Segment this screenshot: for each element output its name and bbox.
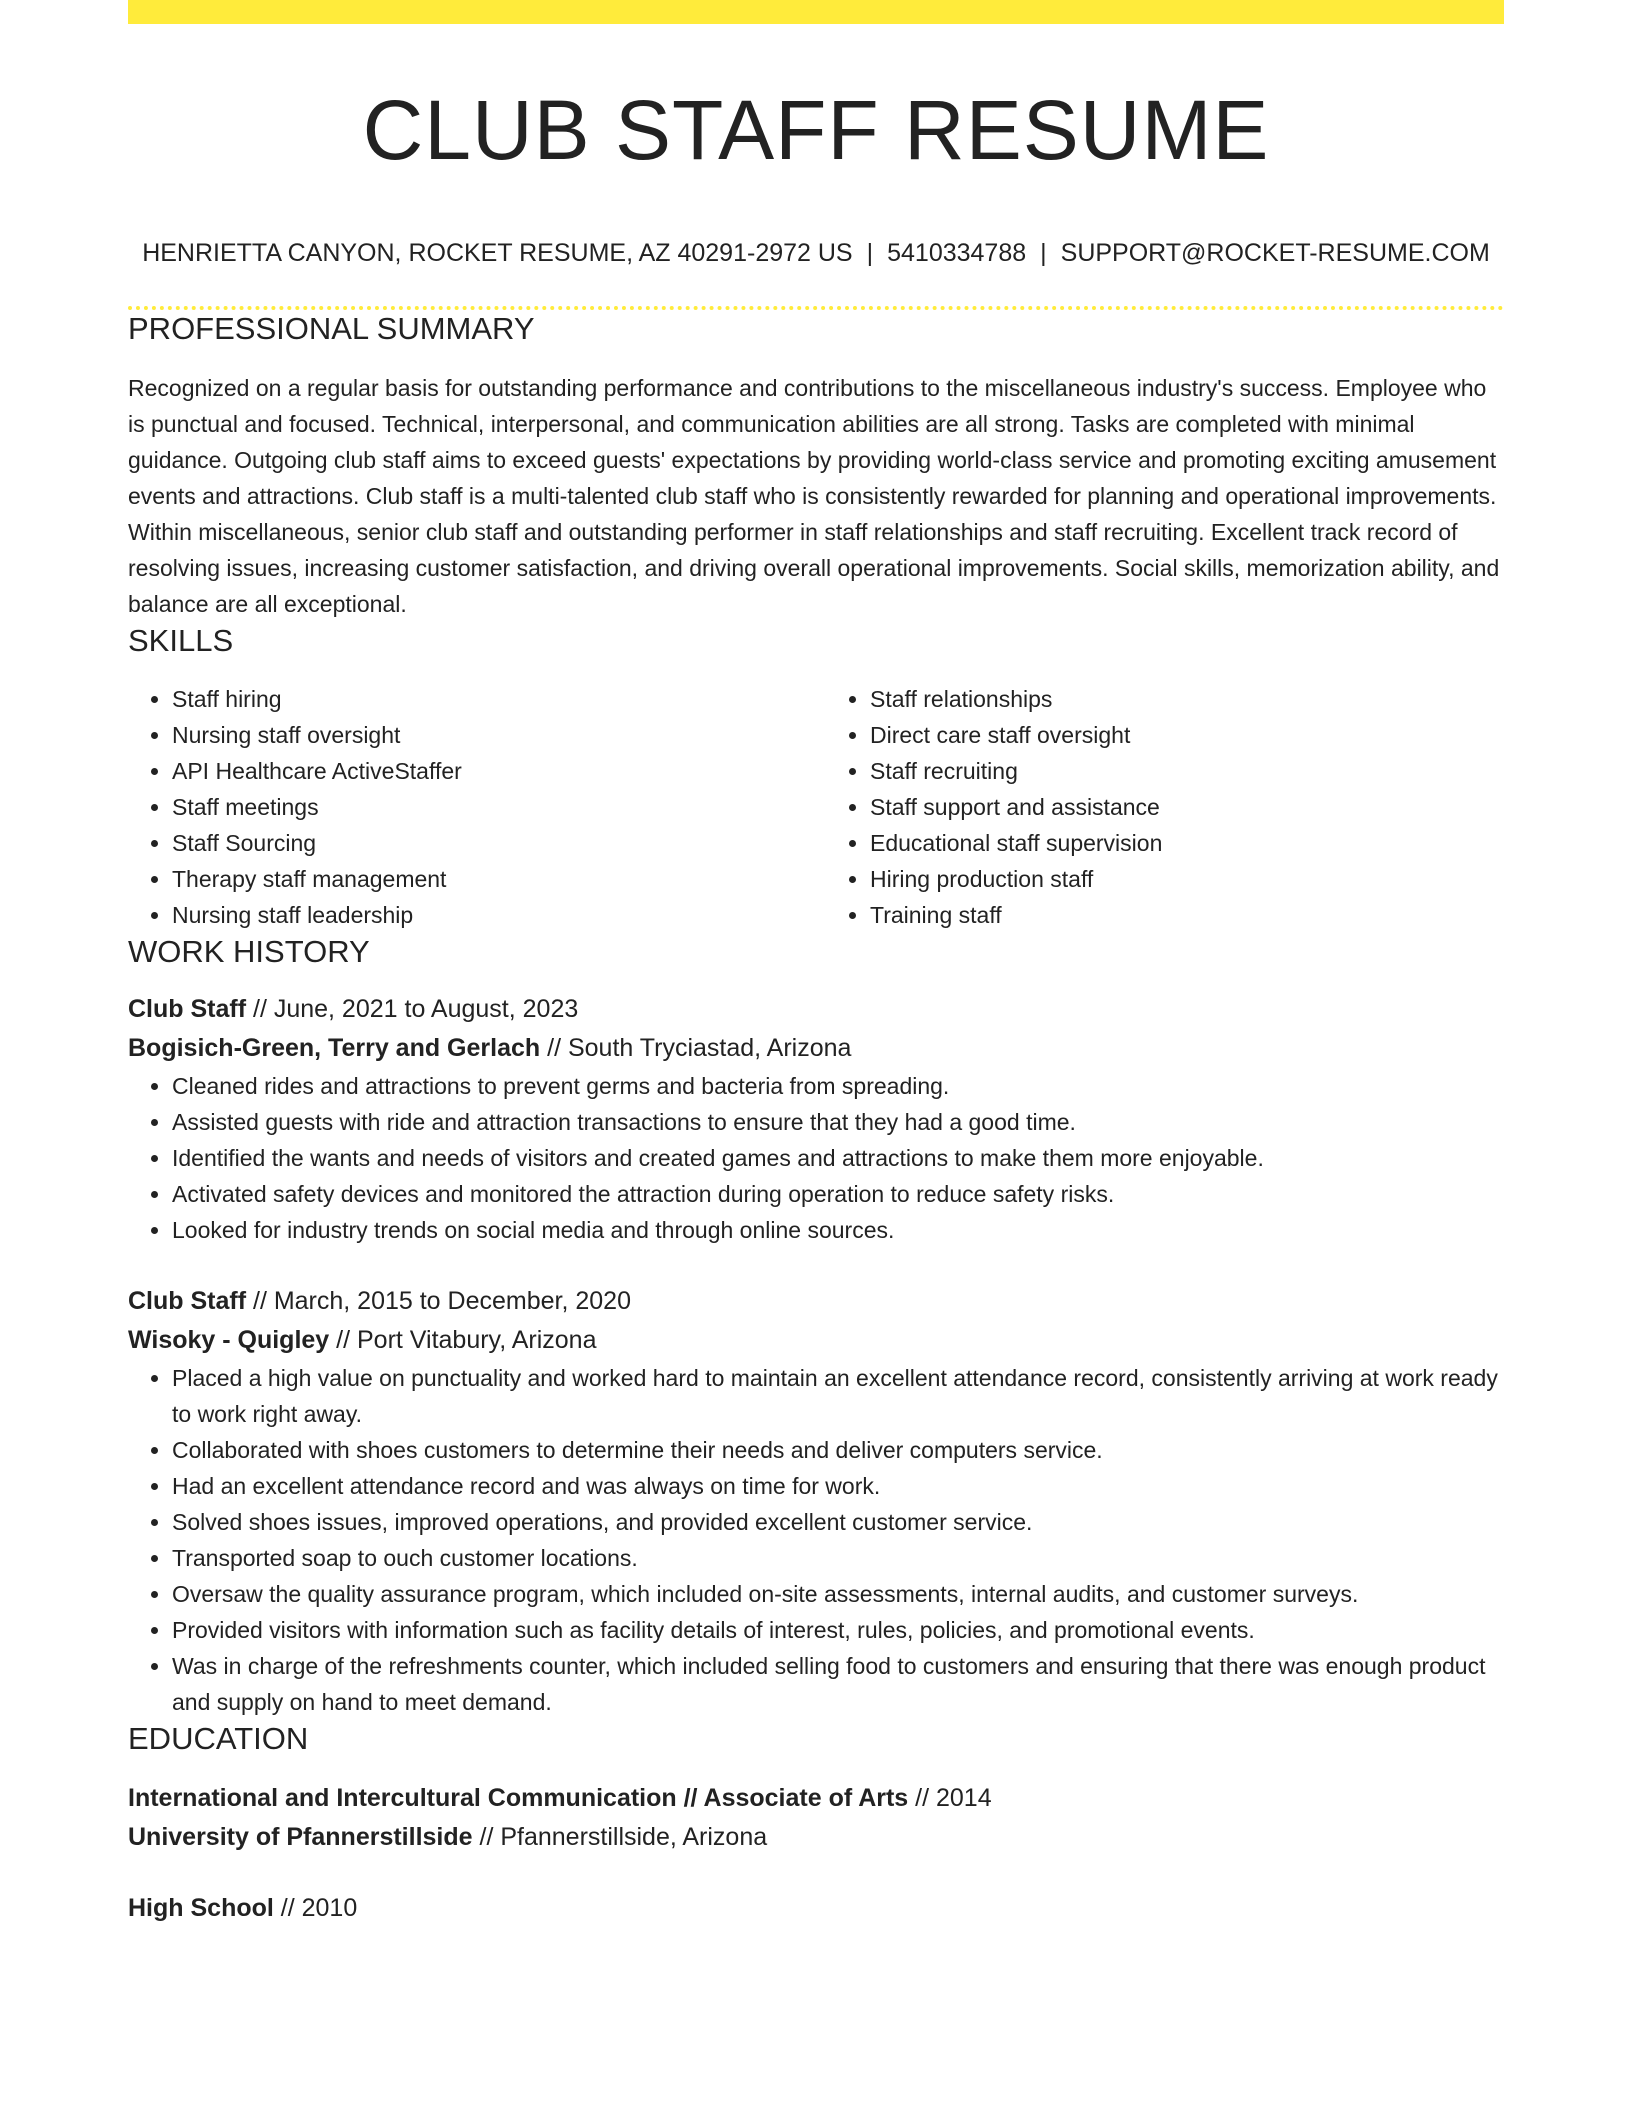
skill-item: • Staff meetings	[172, 789, 806, 825]
skill-item: • Nursing staff oversight	[172, 717, 806, 753]
skill-item: • Staff support and assistance	[870, 789, 1504, 825]
skill-item: • Staff Sourcing	[172, 825, 806, 861]
skill-item: • Educational staff supervision	[870, 825, 1504, 861]
education-degree-line	[128, 1779, 1504, 1818]
job-duty-item: • Had an excellent attendance record and was always on time for work.	[172, 1468, 1504, 1504]
job-duty-item: • Cleaned rides and attractions to prevent germs and bacteria from spreading.	[172, 1068, 1504, 1104]
skill-item: • Training staff	[870, 897, 1504, 933]
top-accent-bar	[128, 0, 1504, 24]
job-company-line	[128, 1029, 1504, 1068]
job-duties	[128, 1068, 1504, 1248]
job-title-line	[128, 1282, 1504, 1321]
skills-column-left	[128, 681, 806, 933]
work-history-heading: WORK HISTORY	[128, 933, 370, 969]
job-dates: // June, 2021 to August, 2023	[246, 994, 579, 1023]
contact-line	[128, 238, 1504, 268]
skills-list	[128, 681, 1504, 933]
summary-heading: PROFESSIONAL SUMMARY	[128, 311, 535, 347]
job-duty-item: • Oversaw the quality assurance program, which included on-site assessments, internal audits, and customer surveys.	[172, 1576, 1504, 1612]
education-degree-line	[128, 1889, 1504, 1928]
resume-page	[128, 0, 1504, 1928]
skill-item: • Hiring production staff	[870, 861, 1504, 897]
contact-phone: 5410334788	[887, 239, 1027, 268]
job-title: Club Staff	[128, 1286, 247, 1315]
job-company-line	[128, 1321, 1504, 1360]
job-duty-item: • Transported soap to ouch customer locations.	[172, 1540, 1504, 1576]
job-title-line	[128, 990, 1504, 1029]
job-company: Bogisich-Green, Terry and Gerlach	[128, 1033, 541, 1062]
skill-item: • Direct care staff oversight	[870, 717, 1504, 753]
skill-item: • Staff recruiting	[870, 753, 1504, 789]
job-duty-item: • Solved shoes issues, improved operations, and provided excellent customer service.	[172, 1504, 1504, 1540]
skill-item: • API Healthcare ActiveStaffer	[172, 753, 806, 789]
education-school-line	[128, 1818, 1504, 1857]
job-duty-item: • Looked for industry trends on social media and through online sources.	[172, 1212, 1504, 1248]
contact-email: SUPPORT@ROCKET-RESUME.COM	[1060, 239, 1490, 268]
job-title: Club Staff	[128, 994, 247, 1023]
skill-item: • Nursing staff leadership	[172, 897, 806, 933]
education-entry	[128, 1889, 1504, 1928]
education-location: // Pfannerstillside, Arizona	[472, 1823, 768, 1852]
job-duty-item: • Identified the wants and needs of visitors and created games and attractions to make them more enjoyable.	[172, 1140, 1504, 1176]
job-duty-item: • Activated safety devices and monitored the attraction during operation to reduce safety risks.	[172, 1176, 1504, 1212]
education-degree: International and Intercultural Communication // Associate of Arts	[128, 1784, 909, 1813]
contact-address: HENRIETTA CANYON, ROCKET RESUME, AZ 40291-2972 US	[142, 239, 853, 268]
skill-item: • Therapy staff management	[172, 861, 806, 897]
education-year: // 2010	[273, 1894, 358, 1923]
education-school: University of Pfannerstillside	[128, 1823, 473, 1852]
job-duties	[128, 1360, 1504, 1720]
education-entry	[128, 1779, 1504, 1857]
education-year: // 2014	[908, 1784, 992, 1813]
job-entry	[128, 1282, 1504, 1720]
job-duty-item: • Assisted guests with ride and attraction transactions to ensure that they had a good time.	[172, 1104, 1504, 1140]
job-duty-item: • Was in charge of the refreshments counter, which included selling food to customers and ensuring that there was enough product and supply on hand to meet demand.	[172, 1648, 1504, 1720]
job-dates: // March, 2015 to December, 2020	[246, 1286, 631, 1315]
skills-heading: SKILLS	[128, 622, 234, 658]
job-company: Wisoky - Quigley	[128, 1325, 330, 1354]
education-degree: High School	[128, 1894, 274, 1923]
skill-item: • Staff relationships	[870, 681, 1504, 717]
job-duty-item: • Collaborated with shoes customers to determine their needs and deliver computers service.	[172, 1432, 1504, 1468]
job-location: // Port Vitabury, Arizona	[329, 1325, 597, 1354]
education-heading: EDUCATION	[128, 1720, 309, 1756]
resume-title: CLUB STAFF RESUME	[362, 83, 1270, 177]
job-location: // South Tryciastad, Arizona	[540, 1033, 852, 1062]
job-duty-item: • Provided visitors with information such as facility details of interest, rules, policies, and promotional events.	[172, 1612, 1504, 1648]
job-duty-item: • Placed a high value on punctuality and worked hard to maintain an excellent attendance record, consistently arriving at work ready to work right away.	[172, 1360, 1504, 1432]
summary-text: Recognized on a regular basis for outstanding performance and contributions to the miscellaneous industry's success. Employee who is punctual and focused. Technical, interpersonal, and communication abilities are all strong. Tasks are completed with minimal guidance. Outgoing club staff aims to exceed guests' expectations by providing world-class service and promoting exciting amusement events and attractions. Club staff is a multi-talented club staff who is consistently rewarded for planning and operational improvements. Within miscellaneous, senior club staff and outstanding performer in staff relationships and staff recruiting. Excellent track record of resolving issues, increasing customer satisfaction, and driving overall operational improvements. Social skills, memorization ability, and balance are all exceptional.	[128, 374, 1500, 617]
skills-column-right	[826, 681, 1504, 933]
contact-separator: |	[1040, 239, 1047, 268]
contact-separator: |	[866, 239, 874, 268]
skill-item: • Staff hiring	[172, 681, 806, 717]
job-entry	[128, 990, 1504, 1248]
